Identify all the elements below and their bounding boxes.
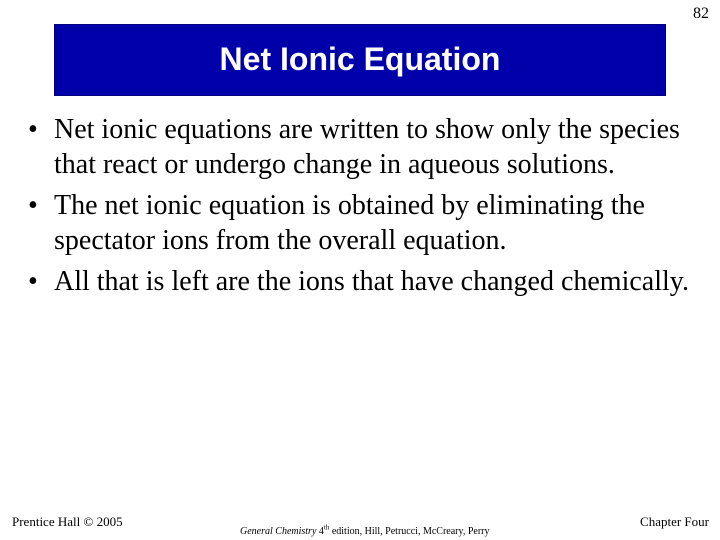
footer-book-title: General Chemistry bbox=[240, 526, 317, 537]
bullet-icon: • bbox=[28, 190, 38, 221]
bullet-icon: • bbox=[28, 114, 38, 145]
slide-title: Net Ionic Equation bbox=[219, 41, 501, 77]
bullet-text: Net ionic equations are written to show only the species that react or undergo change in aqueous solutions. bbox=[54, 114, 680, 180]
footer-book-credit bbox=[240, 523, 490, 538]
bullet-text: The net ionic equation is obtained by eliminating the spectator ions from the overall equation. bbox=[54, 190, 645, 256]
footer-edition-number: 4 bbox=[316, 526, 324, 537]
footer-edition-suffix: th bbox=[323, 523, 330, 532]
bullet-icon: • bbox=[28, 266, 38, 297]
bullet-item bbox=[22, 188, 702, 258]
bullet-item bbox=[22, 112, 702, 182]
footer-publisher: Prentice Hall © 2005 bbox=[12, 514, 123, 529]
bullet-list bbox=[22, 112, 702, 305]
bullet-item bbox=[22, 264, 702, 299]
title-bar bbox=[54, 24, 666, 96]
footer-chapter: Chapter Four bbox=[640, 514, 709, 529]
bullet-text: All that is left are the ions that have changed chemically. bbox=[54, 266, 689, 297]
page-number: 82 bbox=[693, 5, 709, 22]
footer-authors: edition, Hill, Petrucci, McCreary, Perry bbox=[329, 526, 490, 537]
